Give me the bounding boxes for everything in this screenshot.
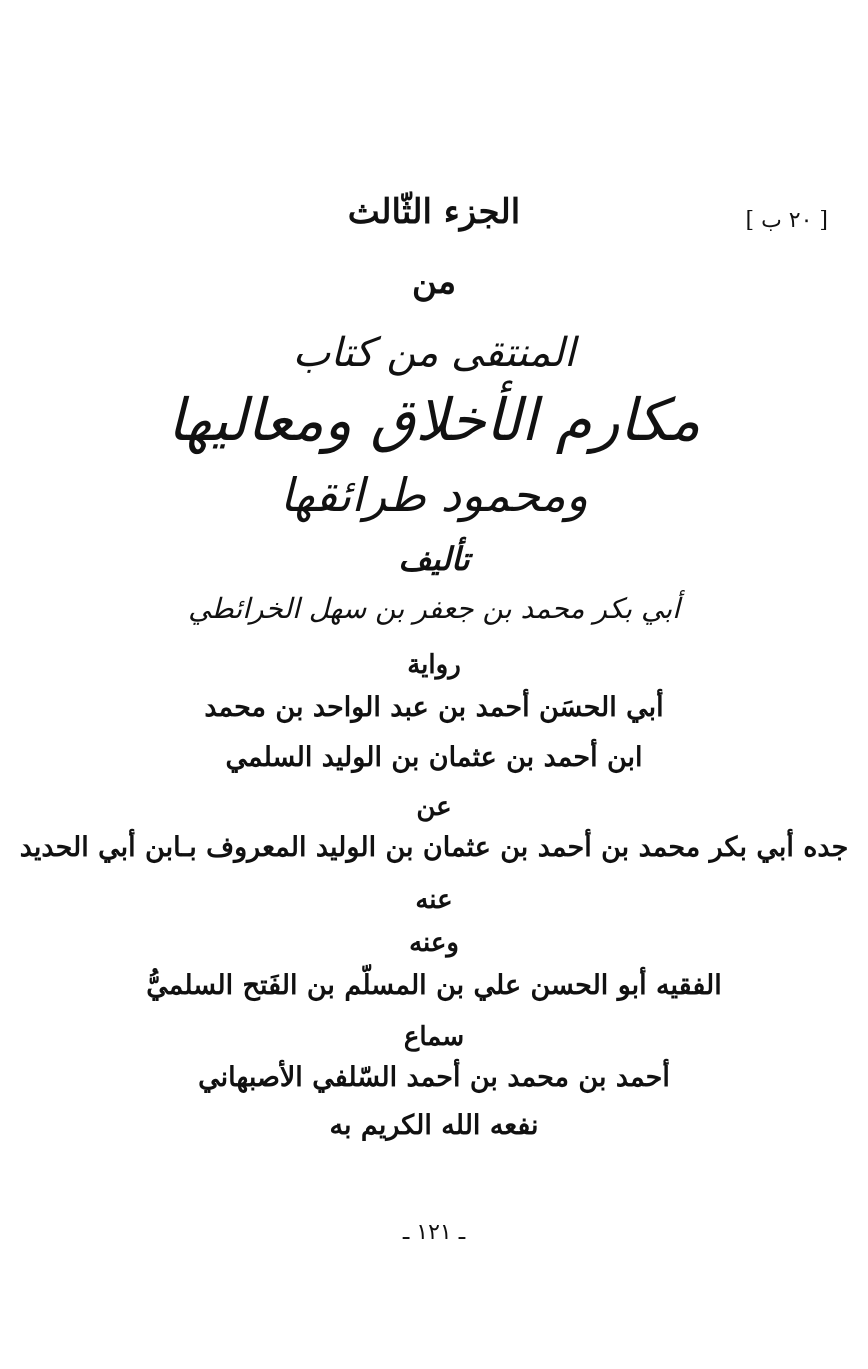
from-label: من [411, 262, 457, 302]
book-title-calligraphy: مكارم الأخلاق ومعاليها [167, 386, 701, 454]
grandfather-line: جده أبي بكر محمد بن أحمد بن عثمان بن الوليد المعروف بـابن أبي الحديد [19, 832, 849, 863]
author-name: أبي بكر محمد بن جعفر بن سهل الخرائطي [188, 592, 680, 625]
authorship-label: تأليف [398, 540, 470, 578]
narrator-line-2: ابن أحمد بن عثمان بن الوليد السلمي [225, 742, 643, 773]
page-number: ـ ١٢١ ـ [402, 1220, 466, 1245]
anhu-label: عنه [415, 885, 453, 915]
sama-label: سماع [403, 1022, 465, 1052]
waanhu-label: وعنه [409, 928, 459, 958]
muntaqa-heading: المنتقى من كتاب [292, 330, 576, 376]
riwaya-label: رواية [407, 650, 461, 680]
faqih-line: الفقيه أبو الحسن علي بن المسلّم بن الفَتح السلميُّ [146, 970, 722, 1001]
part-heading: الجزء الثّالث [347, 192, 521, 232]
an-label: عن [416, 792, 452, 822]
blessing-line: نفعه الله الكريم به [329, 1110, 539, 1141]
book-subtitle-calligraphy: ومحمود طرائقها [279, 468, 589, 522]
listener-line: أحمد بن محمد بن أحمد السّلفي الأصبهاني [198, 1062, 670, 1093]
narrator-line-1: أبي الحسَن أحمد بن عبد الواحد بن محمد [204, 692, 664, 723]
folio-marker: [ ٢٠ ب ] [745, 208, 828, 233]
